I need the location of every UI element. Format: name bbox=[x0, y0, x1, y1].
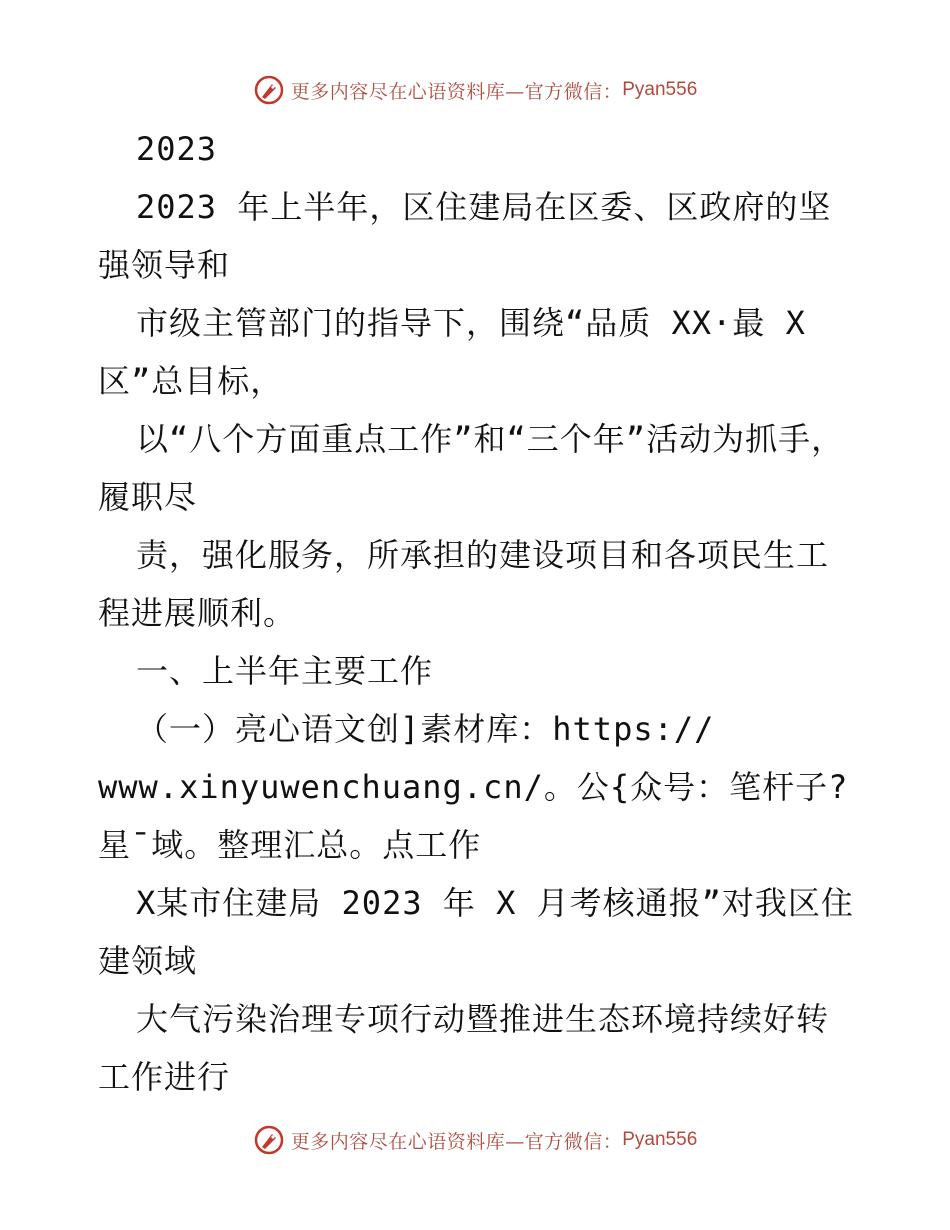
document-body bbox=[98, 120, 858, 1106]
paragraph: 责，强化服务，所承担的建设项目和各项民生工程进展顺利。 bbox=[98, 536, 830, 632]
paragraph: （一）亮心语文创]素材库：https:// bbox=[136, 710, 715, 748]
watermark-wechat-id: Pyan556 bbox=[622, 1129, 698, 1150]
paragraph: X某市住建局 2023 年 X 月考核通报”对我区住建领域 bbox=[98, 884, 854, 980]
paragraph: 市级主管部门的指导下，围绕“品质 XX·最 X 区”总目标， bbox=[98, 304, 806, 400]
watermark-text: 更多内容尽在心语资料库—官方微信： bbox=[290, 1130, 623, 1153]
section-heading: 一、上半年主要工作 bbox=[136, 652, 434, 690]
watermark-text: 更多内容尽在心语资料库—官方微信： bbox=[290, 80, 623, 103]
paragraph: 以“八个方面重点工作”和“三个年”活动为抓手，履职尽 bbox=[98, 420, 845, 516]
watermark-header bbox=[0, 70, 950, 110]
watermark-wechat-id: Pyan556 bbox=[622, 79, 698, 100]
paragraph: 2023 年上半年，区住建局在区委、区政府的坚强领导和 bbox=[98, 188, 832, 284]
paragraph: 2023 bbox=[136, 130, 218, 168]
pen-nib-logo-icon bbox=[253, 1124, 285, 1156]
paragraph: 大气污染治理专项行动暨推进生态环境持续好转工作进行 bbox=[98, 1000, 830, 1096]
paragraph: www.xinyuwenchuang.cn/。公{众号：笔杆子?星¯域。整理汇总。点工作 bbox=[98, 768, 849, 864]
watermark-footer bbox=[0, 1120, 950, 1160]
pen-nib-logo-icon bbox=[253, 74, 285, 106]
